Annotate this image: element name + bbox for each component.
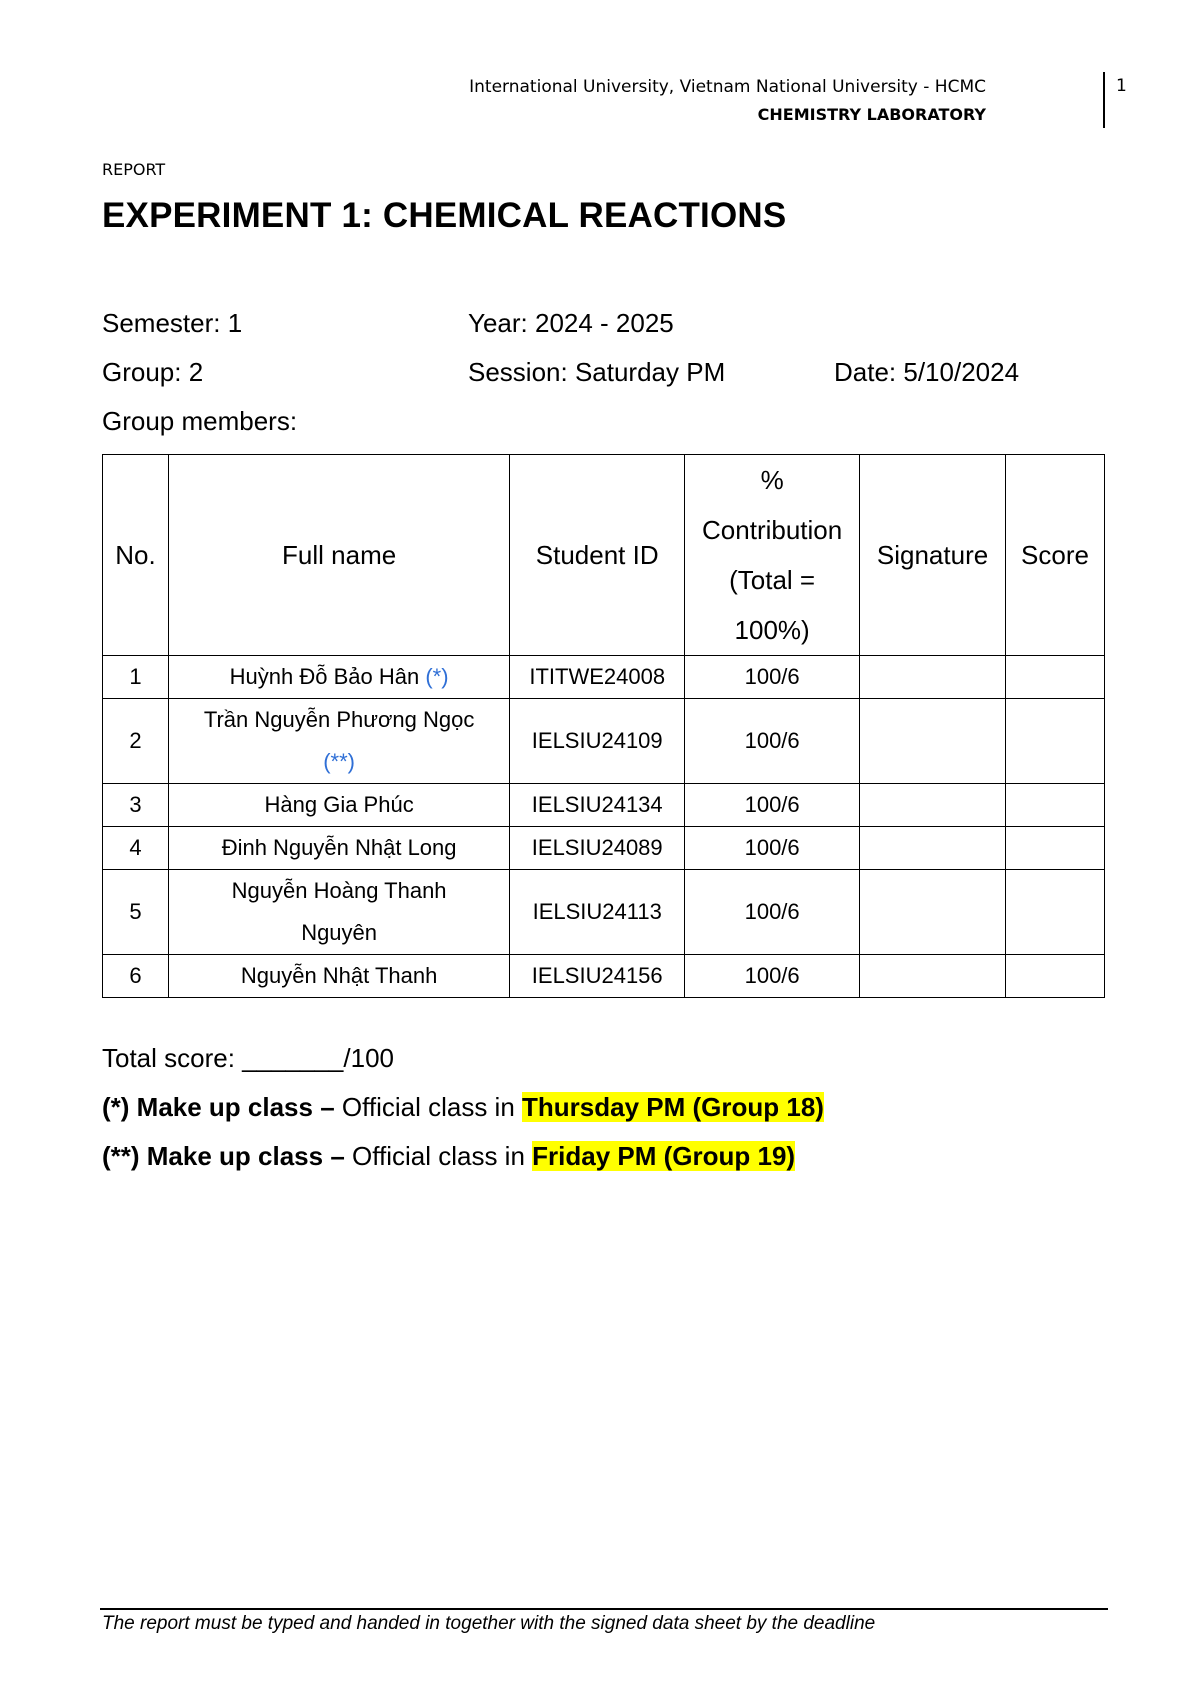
row-signature: [860, 870, 1006, 955]
page-title: EXPERIMENT 1: CHEMICAL REACTIONS: [102, 196, 787, 235]
report-label: REPORT: [102, 160, 166, 179]
member-name: Nguyễn Hoàng Thanh: [231, 878, 447, 903]
table-row: [103, 827, 1105, 870]
row-signature: [860, 784, 1006, 827]
member-name: Huỳnh Đỗ Bảo Hân: [229, 664, 420, 689]
row-no: 4: [103, 827, 169, 870]
table-row: [103, 870, 1105, 955]
makeup-note-1: [102, 1092, 824, 1123]
group-members-label: Group members:: [102, 406, 298, 436]
makeup-mark: (**): [323, 749, 355, 774]
contribution-header-line: (Total =: [729, 565, 816, 595]
note-text: Official class in: [344, 1141, 533, 1171]
row-student-id: ITITWE24008: [510, 656, 685, 699]
table-row: [103, 656, 1105, 699]
row-student-id: IELSIU24156: [510, 955, 685, 998]
header-signature: Signature: [860, 455, 1006, 656]
row-contribution: 100/6: [685, 827, 860, 870]
header-full-name: Full name: [168, 455, 509, 656]
row-student-id: IELSIU24134: [510, 784, 685, 827]
contribution-header-line: 100%): [734, 615, 810, 645]
footer-note: The report must be typed and handed in together with the signed data sheet by the deadline: [102, 1613, 876, 1634]
row-contribution: 100/6: [685, 656, 860, 699]
row-contribution: 100/6: [685, 784, 860, 827]
row-full-name: Hàng Gia Phúc: [168, 784, 509, 827]
note-prefix: (*) Make up class –: [102, 1092, 335, 1122]
row-signature: [860, 699, 1006, 784]
session-text: Session: Saturday PM: [468, 357, 726, 387]
total-score: Total score: _______/100: [102, 1043, 394, 1073]
group-members-table: [102, 454, 1105, 998]
date-text: Date: 5/10/2024: [834, 357, 1020, 387]
row-student-id: IELSIU24089: [510, 827, 685, 870]
row-score: [1006, 656, 1105, 699]
member-name: Nguyên: [301, 920, 378, 945]
row-score: [1006, 827, 1105, 870]
page-number: 1: [1116, 76, 1127, 96]
row-no: 3: [103, 784, 169, 827]
footer-divider: [100, 1608, 1108, 1610]
contribution-header-line: Contribution: [702, 515, 843, 545]
table-row: [103, 699, 1105, 784]
row-contribution: 100/6: [685, 955, 860, 998]
row-full-name: Nguyễn Nhật Thanh: [168, 955, 509, 998]
row-student-id: IELSIU24113: [510, 870, 685, 955]
row-no: 1: [103, 656, 169, 699]
row-contribution: 100/6: [685, 699, 860, 784]
row-score: [1006, 699, 1105, 784]
row-student-id: IELSIU24109: [510, 699, 685, 784]
header-divider: [1103, 72, 1105, 128]
note-highlight: Thursday PM (Group 18): [522, 1092, 824, 1122]
header-no: No.: [103, 455, 169, 656]
semester-text: Semester: 1: [102, 308, 243, 338]
row-signature: [860, 656, 1006, 699]
row-score: [1006, 784, 1105, 827]
header-student-id: Student ID: [510, 455, 685, 656]
row-contribution: 100/6: [685, 870, 860, 955]
table-row: [103, 955, 1105, 998]
row-score: [1006, 955, 1105, 998]
makeup-mark: (*): [425, 664, 449, 689]
table-row: [103, 784, 1105, 827]
row-full-name: [168, 656, 509, 699]
note-prefix: (**) Make up class –: [102, 1141, 345, 1171]
row-signature: [860, 955, 1006, 998]
header-score: Score: [1006, 455, 1105, 656]
group-text: Group: 2: [102, 357, 204, 387]
note-highlight: Friday PM (Group 19): [532, 1141, 796, 1171]
row-signature: [860, 827, 1006, 870]
row-no: 2: [103, 699, 169, 784]
university-name: International University, Vietnam National University - HCMC: [469, 77, 986, 97]
header-contribution: [685, 455, 860, 656]
makeup-note-2: [102, 1141, 795, 1172]
lab-name: CHEMISTRY LABORATORY: [757, 105, 986, 124]
year-text: Year: 2024 - 2025: [468, 308, 674, 338]
page-header: [469, 74, 986, 128]
row-full-name: [168, 870, 509, 955]
table-header-row: [103, 455, 1105, 656]
row-full-name: [168, 699, 509, 784]
contribution-header-line: %: [760, 465, 784, 495]
row-score: [1006, 870, 1105, 955]
row-full-name: Đinh Nguyễn Nhật Long: [168, 827, 509, 870]
row-no: 5: [103, 870, 169, 955]
row-no: 6: [103, 955, 169, 998]
member-name: Trần Nguyễn Phương Ngọc: [203, 707, 475, 732]
note-text: Official class in: [334, 1092, 523, 1122]
